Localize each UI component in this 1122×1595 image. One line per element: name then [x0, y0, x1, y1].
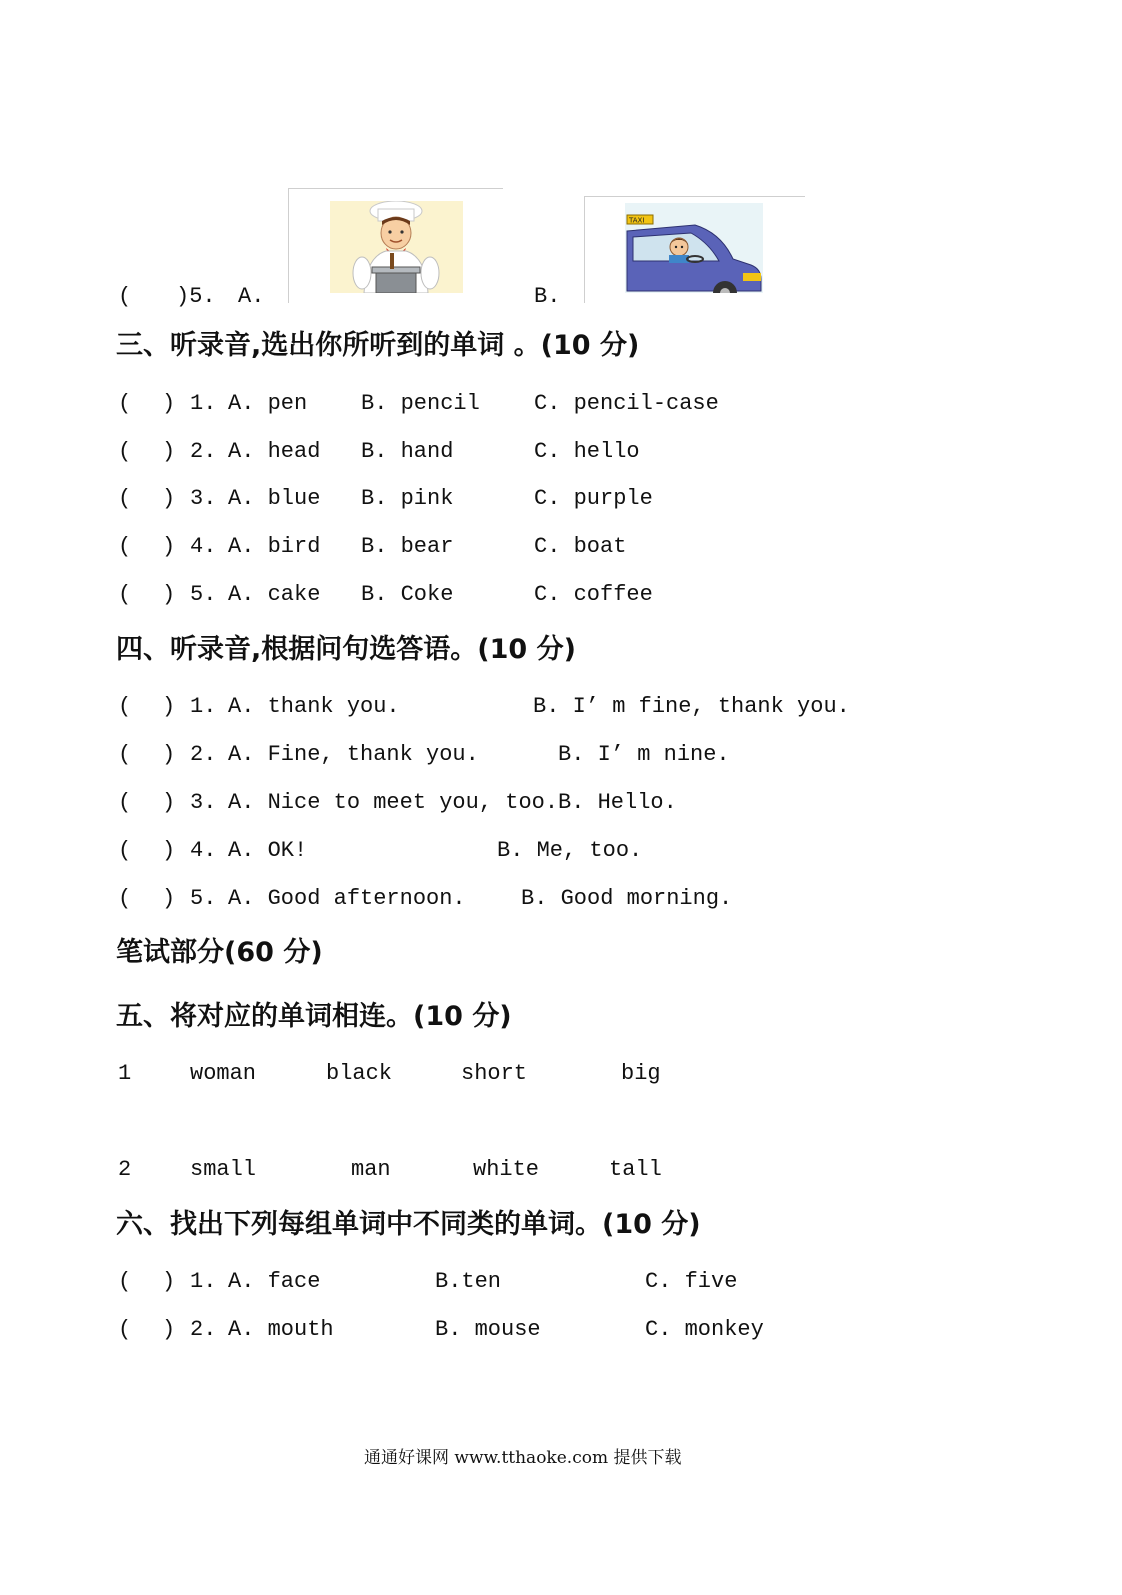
answer-paren-open: ( [118, 694, 132, 719]
question-number: 1. [190, 1269, 217, 1294]
answer-paren-close: ) [162, 694, 176, 719]
answer-paren-open: ( [118, 439, 132, 464]
match-word: small [190, 1157, 257, 1182]
option-b: B.ten [435, 1269, 502, 1294]
option-b: B. I’ m nine. [558, 742, 730, 767]
written-part-title: 笔试部分(60 分) [116, 937, 323, 968]
option-a: A. OK! [228, 838, 308, 863]
option-a: A. pen [228, 391, 308, 416]
match-word: tall [609, 1157, 662, 1182]
answer-paren-close: ) [162, 838, 176, 863]
option-c: C. monkey [645, 1317, 764, 1342]
section-3-title: 三、听录音,选出你所听到的单词 。(10 分) [116, 330, 640, 361]
taxi-picture-frame [584, 196, 805, 303]
answer-paren-close: ) [162, 1269, 176, 1294]
match-word: man [351, 1157, 391, 1182]
answer-paren-open: ( [118, 1317, 132, 1342]
option-c: C. five [645, 1269, 738, 1294]
option-a: A. thank you. [228, 694, 400, 719]
question-number: 2. [190, 1317, 217, 1342]
answer-paren-open: ( [118, 838, 132, 863]
answer-paren-open: ( [118, 284, 132, 309]
option-b: B. bear [361, 534, 454, 559]
answer-paren-close: ) [162, 439, 176, 464]
match-word: short [461, 1061, 528, 1086]
row-number: 1 [118, 1061, 132, 1086]
answer-paren-open: ( [118, 790, 132, 815]
option-a: A. Good afternoon. [228, 886, 466, 911]
answer-paren-open: ( [118, 742, 132, 767]
match-word: black [326, 1061, 393, 1086]
option-b: B. Hello. [558, 790, 677, 815]
page-footer: 通通好课网 www.tthaoke.com 提供下载 [364, 1448, 682, 1468]
answer-paren-open: ( [118, 1269, 132, 1294]
taxi-sign-text: TAXI [629, 216, 645, 225]
option-c: C. purple [534, 486, 653, 511]
answer-paren-open: ( [118, 886, 132, 911]
question-number: 5. [190, 582, 217, 607]
option-b: B. Good morning. [521, 886, 733, 911]
option-b: B. mouse [435, 1317, 541, 1342]
answer-paren-open: ( [118, 391, 132, 416]
option-a: A. Fine, thank you. [228, 742, 479, 767]
match-word: white [473, 1157, 540, 1182]
option-b: B. pencil [361, 391, 480, 416]
option-c: C. hello [534, 439, 640, 464]
match-word: woman [190, 1061, 257, 1086]
option-a: A. Nice to meet you, too. [228, 790, 559, 815]
option-c: C. boat [534, 534, 627, 559]
answer-paren-close: ) [162, 1317, 176, 1342]
question-number: 1. [190, 391, 217, 416]
option-c: C. pencil-case [534, 391, 719, 416]
option-c: C. coffee [534, 582, 653, 607]
option-b: B. Me, too. [497, 838, 643, 863]
option-b: B. hand [361, 439, 454, 464]
question-number: 1. [190, 694, 217, 719]
option-a: A. blue [228, 486, 321, 511]
answer-paren-open: ( [118, 582, 132, 607]
taxi-driver-picture [625, 203, 763, 293]
section-4-title: 四、听录音,根据问句选答语。(10 分) [116, 634, 576, 665]
question-number: 5. [190, 886, 217, 911]
answer-paren-open: ( [118, 534, 132, 559]
option-a-label: A. [238, 284, 265, 309]
option-b: B. pink [361, 486, 454, 511]
answer-paren-close: ) [162, 582, 176, 607]
question-number: 2. [190, 439, 217, 464]
section-6-title: 六、找出下列每组单词中不同类的单词。(10 分) [116, 1209, 701, 1240]
chef-picture-frame [288, 188, 503, 303]
chef-cooking-picture [330, 201, 463, 293]
question-number: 4. [190, 838, 217, 863]
question-number: 3. [190, 486, 217, 511]
option-a: A. face [228, 1269, 321, 1294]
answer-paren-close: ) [162, 790, 176, 815]
answer-paren-close: ) [162, 486, 176, 511]
question-number: 3. [190, 790, 217, 815]
question-number: 4. [190, 534, 217, 559]
option-a: A. mouth [228, 1317, 334, 1342]
option-b: B. I’ m fine, thank you. [533, 694, 850, 719]
option-a: A. cake [228, 582, 321, 607]
answer-paren-close: ) [162, 742, 176, 767]
option-b: B. Coke [361, 582, 454, 607]
answer-paren-close: ) [162, 534, 176, 559]
match-word: big [621, 1061, 661, 1086]
question-number: )5. [176, 284, 216, 309]
answer-paren-open: ( [118, 486, 132, 511]
answer-paren-close: ) [162, 886, 176, 911]
question-number: 2. [190, 742, 217, 767]
option-a: A. head [228, 439, 321, 464]
answer-paren-close: ) [162, 391, 176, 416]
option-a: A. bird [228, 534, 321, 559]
option-b-label: B. [534, 284, 561, 309]
section-5-title: 五、将对应的单词相连。(10 分) [116, 1001, 512, 1032]
row-number: 2 [118, 1157, 132, 1182]
